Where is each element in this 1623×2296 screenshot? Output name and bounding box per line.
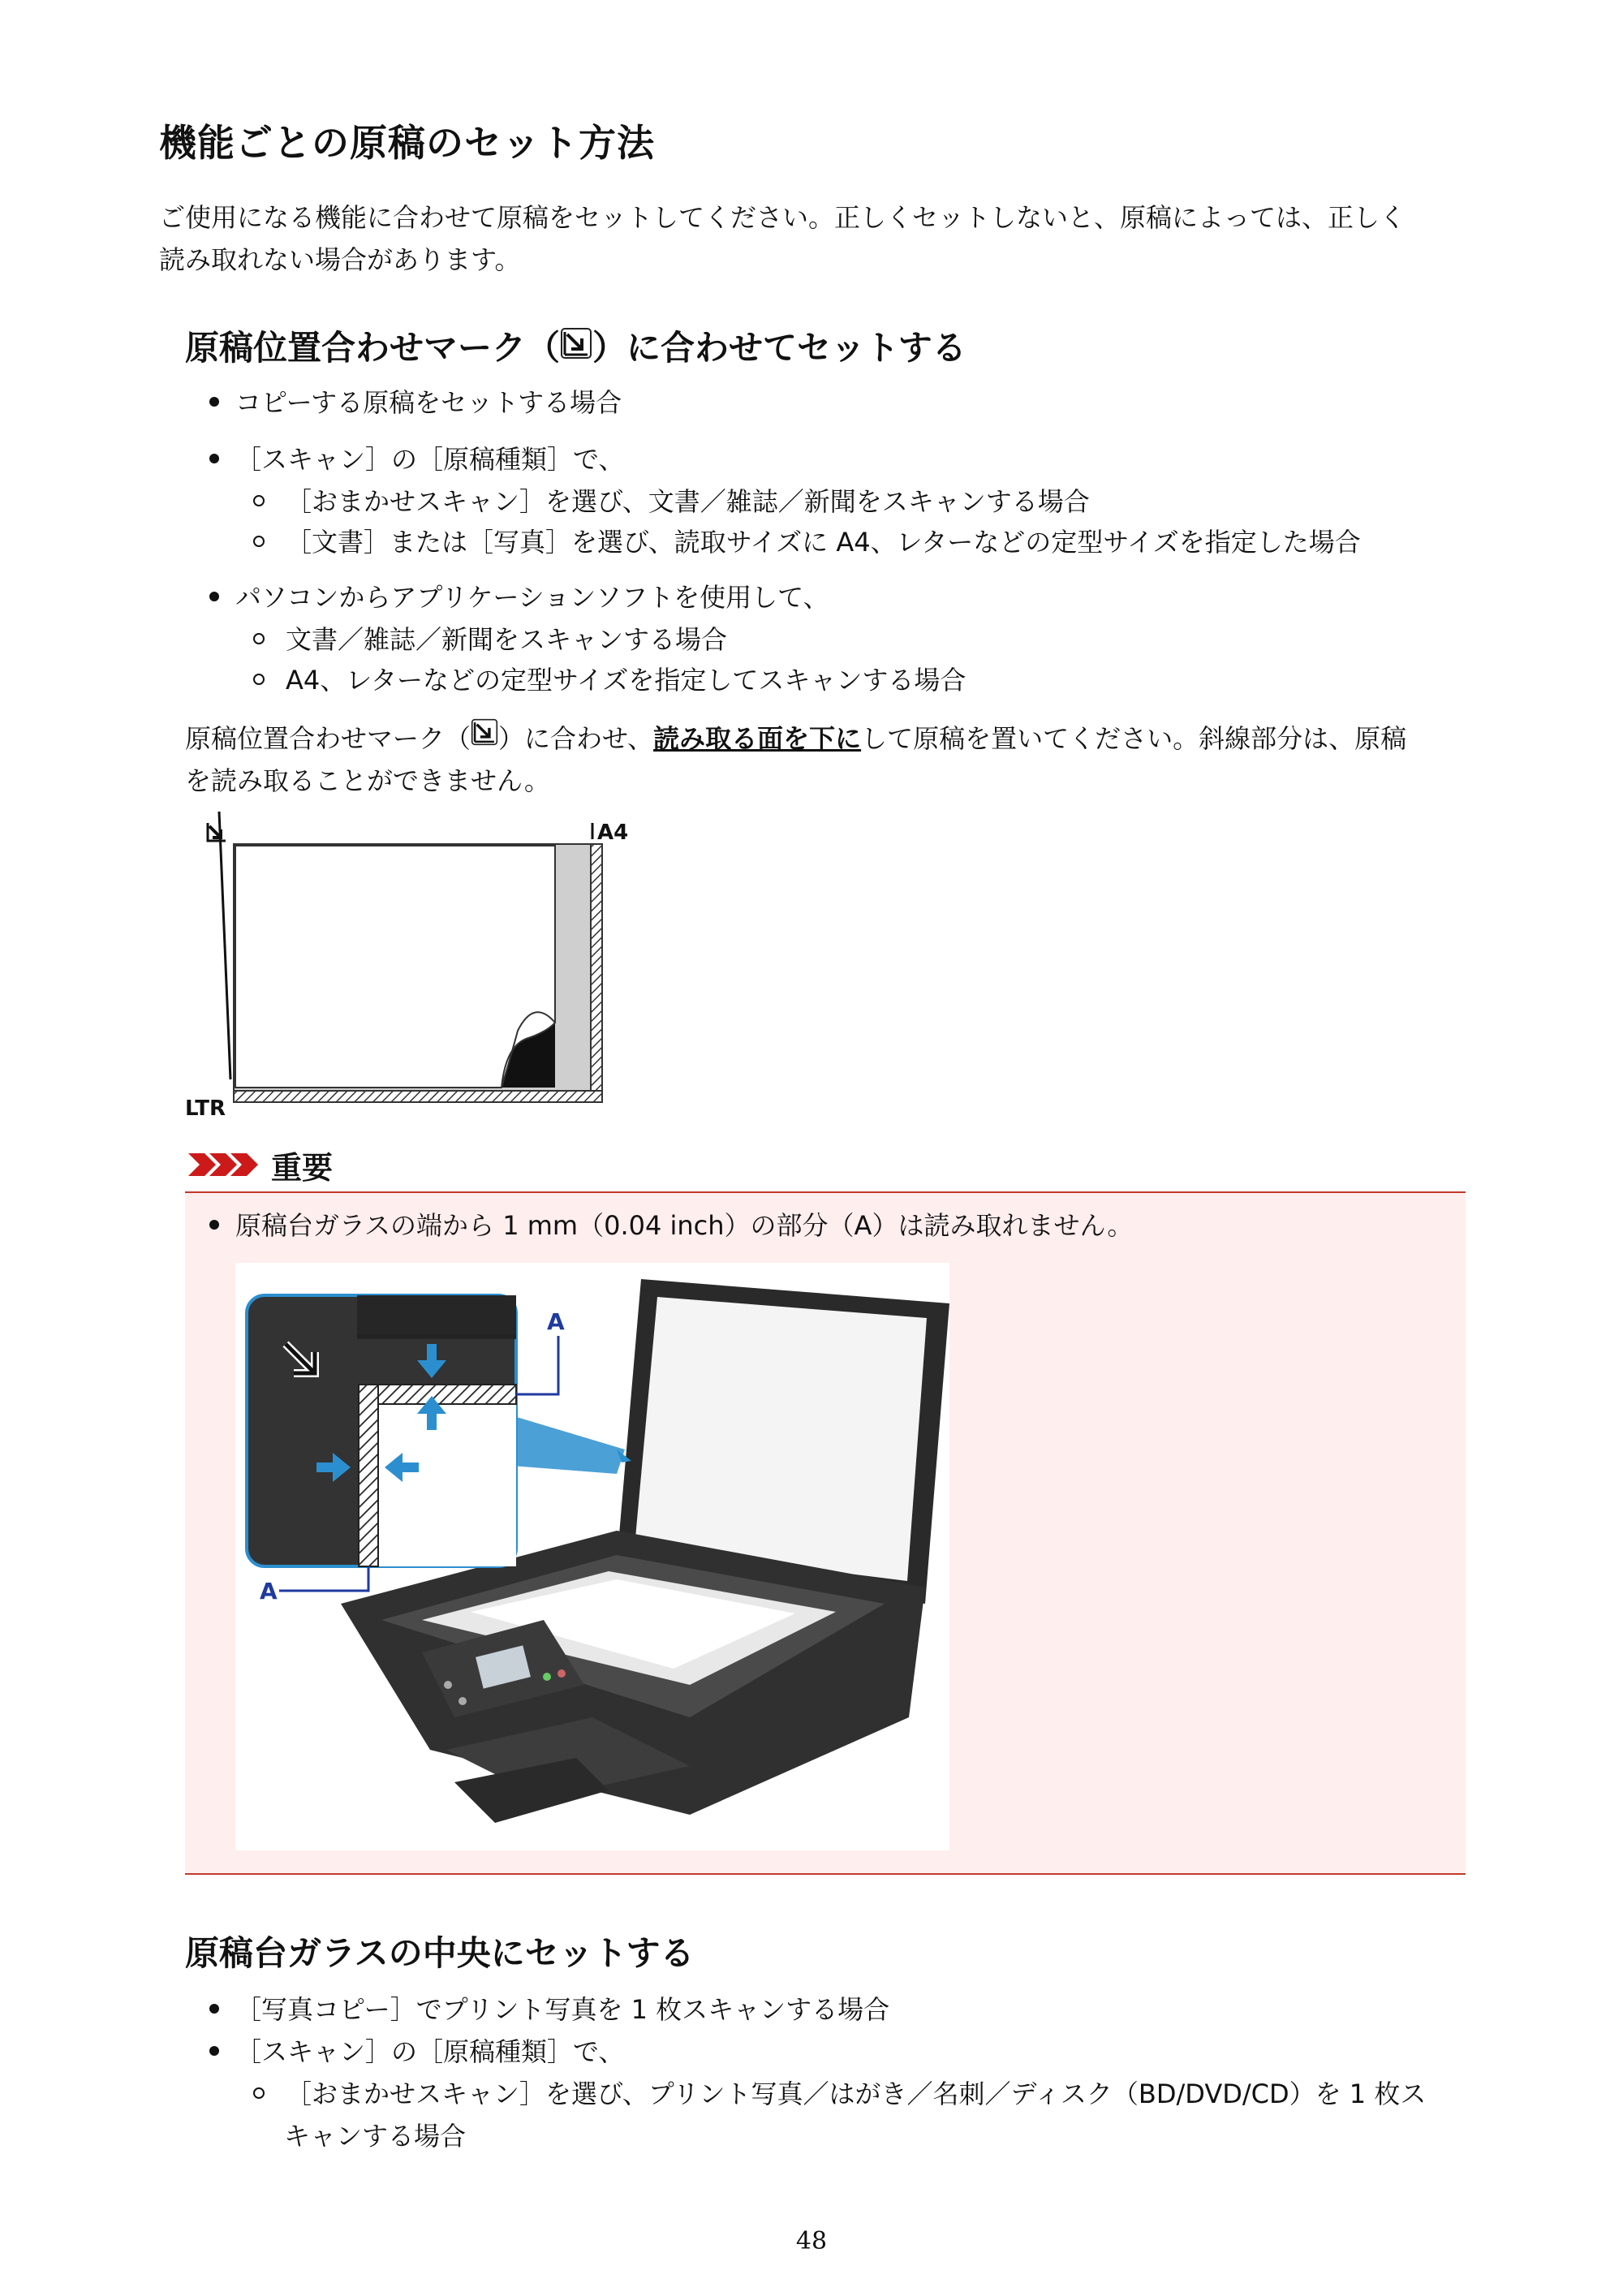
alignment-mark-icon xyxy=(560,327,592,368)
sub-bullet-icon xyxy=(253,674,265,685)
emphasis-face-down: 読み取る面を下に xyxy=(653,723,862,754)
printer-illustration xyxy=(235,1263,949,1850)
important-heading xyxy=(187,1144,333,1185)
intro-line-2: 読み取れない場合があります。 xyxy=(159,244,521,275)
list-item-continuation: キャンする場合 xyxy=(284,2121,467,2152)
page-title: 機能ごとの原稿のセット方法 xyxy=(159,121,655,165)
page-number: 48 xyxy=(795,2227,828,2255)
platen-diagram xyxy=(185,812,629,1121)
list-item: コピーする原稿をセットする場合 xyxy=(209,383,622,422)
label-a-bottom: A xyxy=(260,1578,278,1605)
sub-bullet-icon xyxy=(253,495,265,506)
sub-bullet-icon xyxy=(253,536,265,547)
alignment-mark-icon xyxy=(208,823,226,841)
list-item: ［写真コピー］でプリント写真を 1 枚スキャンする場合 xyxy=(209,1990,889,2029)
a4-label: A4 xyxy=(597,821,629,845)
label-a-top: A xyxy=(547,1308,565,1335)
list-item: A4、レターなどの定型サイズを指定してスキャンする場合 xyxy=(253,661,966,700)
list-item: ［おまかせスキャン］を選び、文書／雑誌／新聞をスキャンする場合 xyxy=(253,482,1090,521)
section-2-heading: 原稿台ガラスの中央にセットする xyxy=(185,1933,695,1973)
list-item: ［文書］または［写真］を選び、読取サイズに A4、レターなどの定型サイズを指定した場合 xyxy=(253,523,1361,562)
placement-instructions: 原稿位置合わせマーク（ ）に合わせ、読み取る面を下にして原稿を置いてください。斜線部分は、原稿 xyxy=(185,717,1406,761)
ltr-label: LTR xyxy=(185,1096,226,1121)
bullet-icon xyxy=(209,454,219,463)
document-sheet xyxy=(235,846,555,1088)
list-item: ［おまかせスキャン］を選び、プリント写真／はがき／名刺／ディスク（BD/DVD/CD）を 1 枚ス xyxy=(253,2074,1426,2113)
bullet-icon xyxy=(209,2004,219,2014)
sub-bullet-icon xyxy=(253,2087,265,2099)
bullet-icon xyxy=(209,592,219,601)
unreadable-edge-left xyxy=(359,1385,378,1566)
sub-bullet-icon xyxy=(253,633,265,644)
lid-mat xyxy=(635,1297,927,1581)
unreadable-edge-top xyxy=(359,1385,516,1404)
list-item: ［スキャン］の［原稿種類］で、 xyxy=(209,2032,624,2071)
unreadable-edge-right xyxy=(591,844,602,1102)
alignment-mark-icon xyxy=(471,716,498,758)
section-1-heading-post: ）に合わせてセットする xyxy=(592,328,966,368)
bullet-icon xyxy=(209,2046,219,2056)
intro-line-1: ご使用になる機能に合わせて原稿をセットしてください。正しくセットしないと、原稿によっては、正しく xyxy=(159,202,1406,233)
list-item: ［スキャン］の［原稿種類］で、 xyxy=(209,440,624,479)
important-title: 重要 xyxy=(271,1149,334,1186)
bullet-icon xyxy=(209,1220,219,1230)
bullet-icon xyxy=(209,397,219,407)
unreadable-edge-bottom xyxy=(234,1091,602,1102)
important-chevrons-icon xyxy=(187,1150,260,1179)
list-item: パソコンからアプリケーションソフトを使用して、 xyxy=(209,578,829,617)
placement-instructions-line-2: を読み取ることができません。 xyxy=(185,765,550,796)
list-item: 文書／雑誌／新聞をスキャンする場合 xyxy=(253,620,727,659)
section-1-heading-pre: 原稿位置合わせマーク（ xyxy=(185,328,561,368)
important-item: 原稿台ガラスの端から 1 mm（0.04 inch）の部分（A）は読み取れません。 xyxy=(209,1206,1133,1245)
section-1-heading xyxy=(185,321,966,371)
